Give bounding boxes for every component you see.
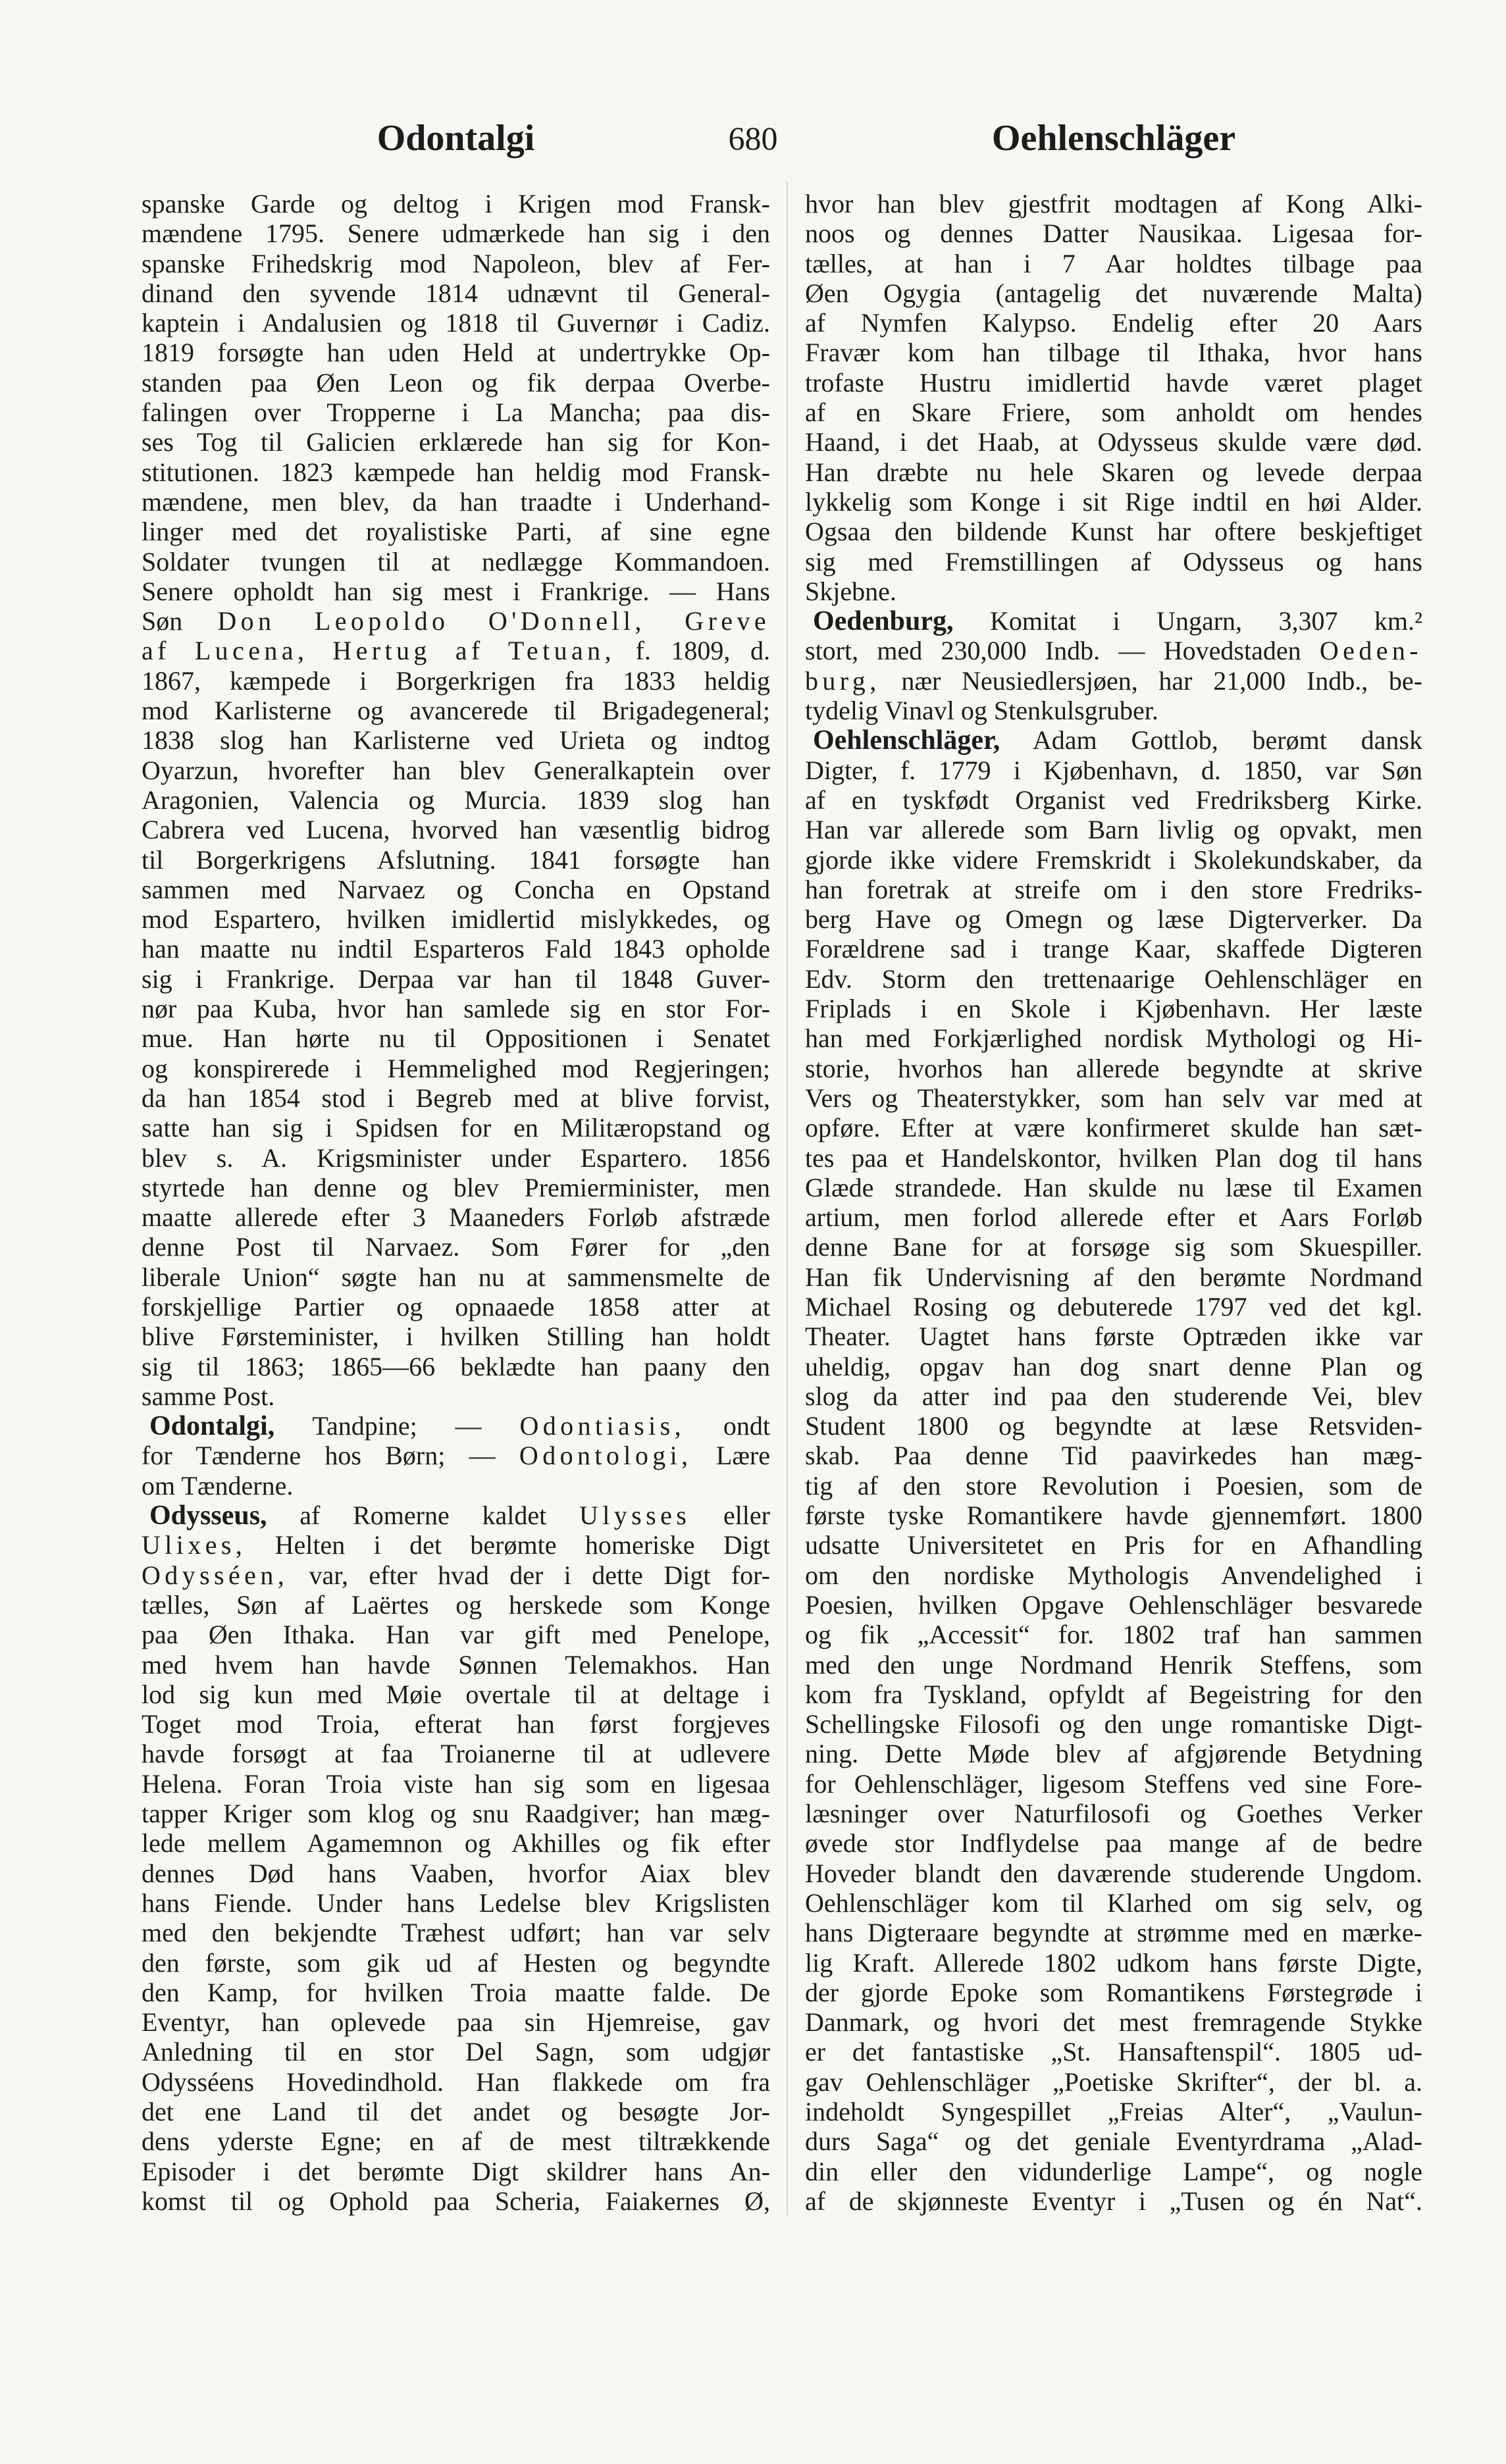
page-number: 680 bbox=[728, 120, 778, 157]
text-line: paa Øen Ithaka. Han var gift med Penelope, bbox=[142, 1620, 770, 1650]
text-line: det ene Land til det andet og besøgte Jor- bbox=[142, 2097, 770, 2126]
text-line: om den nordiske Mythologis Anvendelighed i bbox=[805, 1560, 1422, 1590]
headword: Oedenburg, bbox=[813, 606, 954, 636]
text-line: Han var allerede som Barn livlig og opvakt, men bbox=[805, 815, 1422, 845]
text-line bbox=[142, 1441, 770, 1470]
text-segment: var, efter hvad der i dette Digt for- bbox=[288, 1560, 770, 1590]
text-line: Han fik Undervisning af den berømte Nordmand bbox=[805, 1262, 1422, 1292]
text-segment: Helten i det berømte homeriske Digt bbox=[246, 1530, 770, 1560]
text-line: mod Espartero, hvilken imidlertid mislykkedes, og bbox=[142, 904, 770, 935]
text-line bbox=[142, 1411, 770, 1441]
text-line: mændene, men blev, da han traadte i Underhand- bbox=[142, 486, 770, 517]
text-line: Digter, f. 1779 i Kjøbenhavn, d. 1850, var Søn bbox=[805, 755, 1422, 785]
text-line: den Kamp, for hvilken Troia maatte falde. De bbox=[142, 1977, 770, 2007]
text-line: af en Skare Friere, som anholdt om hendes bbox=[805, 398, 1422, 428]
text-line: hans Fiende. Under hans Ledelse blev Krigslisten bbox=[142, 1887, 770, 1918]
text-line: Vers og Theaterstykker, som han selv var med at bbox=[805, 1083, 1422, 1113]
spaced-term: Don Leopoldo O'Donnell, Greve bbox=[217, 606, 770, 636]
column-divider bbox=[787, 182, 788, 2215]
text-line: tælles, at han i 7 Aar holdtes tilbage paa bbox=[805, 248, 1422, 278]
text-line: Odysséens Hovedindhold. Han flakkede om fra bbox=[142, 2066, 770, 2097]
text-line: indeholdt Syngespillet „Freias Alter“, „Vaulun- bbox=[805, 2097, 1422, 2126]
text-line: Eventyr, han oplevede paa sin Hjemreise, gav bbox=[142, 2007, 770, 2038]
text-line: første tyske Romantikere havde gjennemført. 1800 bbox=[805, 1501, 1422, 1531]
text-line: kom fra Tyskland, opfyldt af Begeistring for den bbox=[805, 1679, 1422, 1709]
text-line: spanske Frihedskrig mod Napoleon, blev af Fer- bbox=[142, 248, 770, 278]
text-line: Oehlenschläger kom til Klarhed om sig selv, og bbox=[805, 1887, 1422, 1918]
text-line: sig med Fremstillingen af Odysseus og hans bbox=[805, 546, 1422, 577]
text-line: for Oehlenschläger, ligesom Steffens ved sine Fore- bbox=[805, 1768, 1422, 1799]
text-line: Forældrene sad i trange Kaar, skaffede Digteren bbox=[805, 934, 1422, 964]
text-line: han foretrak at streife om i den store Fredriks- bbox=[805, 874, 1422, 904]
text-line: samme Post. bbox=[142, 1381, 275, 1411]
text-line bbox=[805, 606, 1422, 636]
text-line: falingen over Tropperne i La Mancha; paa dis- bbox=[142, 398, 770, 428]
text-line: Senere opholdt han sig mest i Frankrige. — Hans bbox=[142, 576, 770, 606]
text-line bbox=[142, 1560, 770, 1590]
text-line: Ogsaa den bildende Kunst har oftere beskjeftiget bbox=[805, 517, 1422, 547]
text-line: linger med det royalistiske Parti, af sine egne bbox=[142, 517, 770, 547]
text-segment: for Tænderne hos Børn; — bbox=[142, 1441, 519, 1471]
text-line: hans Digteraare begyndte at strømme med en mærke- bbox=[805, 1918, 1422, 1948]
text-line: ses Tog til Galicien erklærede han sig for Kon- bbox=[142, 427, 770, 457]
text-line: med den bekjendte Træhest udført; han var selv bbox=[142, 1918, 770, 1948]
text-line: med hvem han havde Sønnen Telemakhos. Han bbox=[142, 1649, 770, 1680]
text-line: tydelig Vinavl og Stenkulsgruber. bbox=[805, 696, 1158, 726]
right-column bbox=[805, 189, 1422, 2216]
text-line: Friplads i en Skole i Kjøbenhavn. Her læste bbox=[805, 994, 1422, 1024]
text-line: tes paa et Handelskontor, hvilken Plan dog til hans bbox=[805, 1142, 1422, 1173]
text-line: Danmark, og hvori det mest fremragende Stykke bbox=[805, 2007, 1422, 2038]
text-segment: Tandpine; — bbox=[274, 1411, 520, 1441]
text-line: blev s. A. Krigsminister under Espartero. 1856 bbox=[142, 1142, 770, 1173]
text-line: skab. Paa denne Tid paavirkedes han mæg- bbox=[805, 1441, 1422, 1471]
text-line: blive Førsteminister, i hvilken Stilling han holdt bbox=[142, 1322, 770, 1352]
text-line bbox=[142, 636, 770, 665]
text-line: mændene 1795. Senere udmærkede han sig i den bbox=[142, 218, 770, 249]
running-head-right: Oehlenschläger bbox=[991, 118, 1236, 159]
text-line: mue. Han hørte nu til Oppositionen i Senatet bbox=[142, 1023, 770, 1054]
text-line: Schellingske Filosofi og den unge romantiske Digt- bbox=[805, 1709, 1422, 1739]
text-segment: eller bbox=[690, 1501, 770, 1531]
text-line: Theater. Uagtet hans første Optræden ikke var bbox=[805, 1322, 1422, 1352]
text-line: dens yderste Egne; en af de mest tiltrækkende bbox=[142, 2126, 770, 2157]
text-line: artium, men forlod allerede efter et Aars Forløb bbox=[805, 1202, 1422, 1233]
text-line: din eller den vidunderlige Lampe“, og nogle bbox=[805, 2156, 1422, 2186]
spaced-term: burg, bbox=[805, 665, 881, 696]
text-line: tapper Kriger som klog og snu Raadgiver; han mæg- bbox=[142, 1799, 770, 1829]
text-segment: nær Neusiedlersjøen, har 21,000 Indb., be- bbox=[880, 665, 1422, 696]
text-line: Øen Ogygia (antagelig det nuværende Malta) bbox=[805, 278, 1422, 308]
spaced-term: Oeden- bbox=[1319, 636, 1422, 666]
text-line: gjorde ikke videre Fremskridt i Skolekundskaber, da bbox=[805, 844, 1422, 875]
text-line: dennes Død hans Vaaben, hvorfor Aiax blev bbox=[142, 1858, 770, 1888]
text-line: Episoder i det berømte Digt skildrer hans An- bbox=[142, 2156, 770, 2186]
text-line: lig Kraft. Allerede 1802 udkom hans første Digte, bbox=[805, 1947, 1422, 1978]
text-line: Hoveder blandt den daværende studerende Ungdom. bbox=[805, 1858, 1422, 1888]
text-line: uheldig, opgav han dog snart denne Plan og bbox=[805, 1351, 1422, 1381]
text-line: den første, som gik ud af Hesten og begyndte bbox=[142, 1947, 770, 1978]
text-line: liberale Union“ søgte han nu at sammensmelte de bbox=[142, 1262, 770, 1292]
text-line: lod sig kun med Møie overtale til at deltage i bbox=[142, 1679, 770, 1709]
text-line: af Nymfen Kalypso. Endelig efter 20 Aars bbox=[805, 308, 1422, 338]
text-segment: Lære bbox=[692, 1441, 770, 1471]
text-line: Cabrera ved Lucena, hvorved han væsentlig bidrog bbox=[142, 815, 770, 845]
text-line: durs Saga“ og det geniale Eventyrdrama „Alad- bbox=[805, 2126, 1422, 2157]
spaced-term: Odontiasis, bbox=[519, 1411, 685, 1441]
text-line: tælles, Søn af Laërtes og herskede som Konge bbox=[142, 1589, 770, 1620]
text-line: nør paa Kuba, hvor han samlede sig en stor For- bbox=[142, 994, 770, 1024]
text-line: storie, hvorhos han allerede begyndte at skrive bbox=[805, 1053, 1422, 1083]
text-line: Aragonien, Valencia og Murcia. 1839 slog han bbox=[142, 784, 770, 815]
text-line: udsatte Universitetet en Pris for en Afhandling bbox=[805, 1530, 1422, 1560]
spaced-term: Odontologi, bbox=[519, 1441, 692, 1471]
spaced-term: Ulysses bbox=[579, 1501, 691, 1531]
text-line: Oyarzun, hvorefter han blev Generalkaptein over bbox=[142, 755, 770, 785]
text-line: satte han sig i Spidsen for en Militæropstand og bbox=[142, 1113, 770, 1143]
text-line bbox=[142, 606, 770, 636]
text-line: til Borgerkrigens Afslutning. 1841 forsøgte han bbox=[142, 844, 770, 875]
text-line: Fravær kom han tilbage til Ithaka, hvor hans bbox=[805, 338, 1422, 368]
headword: Oehlenschläger, bbox=[813, 725, 1000, 756]
text-line: da han 1854 stod i Begreb med at blive forvist, bbox=[142, 1083, 770, 1113]
spaced-term: af Lucena, Hertug af Tetuan, bbox=[142, 636, 615, 666]
text-line: han maatte nu indtil Esparteros Fald 1843 opholde bbox=[142, 934, 770, 964]
text-line: Poesien, hvilken Opgave Oehlenschläger besvarede bbox=[805, 1589, 1422, 1620]
text-line: af en tyskfødt Organist ved Fredriksberg Kirke. bbox=[805, 784, 1422, 815]
text-line bbox=[805, 666, 1422, 696]
text-segment: Søn bbox=[142, 606, 218, 636]
text-line: af de skjønneste Eventyr i „Tusen og én Nat“. bbox=[805, 2186, 1422, 2216]
text-line: denne Post til Narvaez. Som Fører for „den bbox=[142, 1232, 770, 1262]
text-line: læsninger over Naturfilosofi og Goethes Verker bbox=[805, 1799, 1422, 1829]
text-line: sammen med Narvaez og Concha en Opstand bbox=[142, 874, 770, 904]
text-segment: Komitat i Ungarn, 3,307 km.² bbox=[953, 606, 1422, 636]
spaced-term: Ulixes, bbox=[142, 1530, 247, 1560]
text-line: Soldater tvungen til at nedlægge Kommandoen. bbox=[142, 546, 770, 577]
text-line: styrtede han denne og blev Premierminister, men bbox=[142, 1172, 770, 1202]
text-line: øvede stor Indflydelse paa mange af de bedre bbox=[805, 1828, 1422, 1859]
text-line: lykkelig som Konge i sit Rige indtil en høi Alder. bbox=[805, 486, 1422, 517]
text-line bbox=[805, 636, 1422, 665]
headword: Odontalgi, bbox=[149, 1411, 275, 1441]
text-line: ning. Dette Møde blev af afgjørende Betydning bbox=[805, 1739, 1422, 1769]
text-line: 1819 forsøgte han uden Held at undertrykke Op- bbox=[142, 338, 770, 368]
text-line: standen paa Øen Leon og fik derpaa Overbe- bbox=[142, 367, 770, 398]
text-line: trofaste Hustru imidlertid havde været plaget bbox=[805, 367, 1422, 398]
text-line: hvor han blev gjestfrit modtagen af Kong Alki- bbox=[805, 189, 1422, 218]
text-line: med den unge Nordmand Henrik Steffens, som bbox=[805, 1649, 1422, 1680]
text-line: spanske Garde og deltog i Krigen mod Fransk- bbox=[142, 189, 770, 218]
text-line: Glæde strandede. Han skulde nu læse til Examen bbox=[805, 1172, 1422, 1202]
text-line: Edv. Storm den trettenaarige Oehlenschläger en bbox=[805, 963, 1422, 994]
text-line: 1867, kæmpede i Borgerkrigen fra 1833 heldig bbox=[142, 665, 770, 696]
text-line: dinand den syvende 1814 udnævnt til General- bbox=[142, 278, 770, 308]
text-line: slog da atter ind paa den studerende Vei, blev bbox=[805, 1381, 1422, 1411]
text-line: Anledning til en stor Del Sagn, som udgjør bbox=[142, 2037, 770, 2067]
text-line: noos og dennes Datter Nausikaa. Ligesaa for- bbox=[805, 218, 1422, 249]
text-segment: af Romerne kaldet bbox=[267, 1501, 579, 1531]
text-line: sig til 1863; 1865—66 beklædte han paany den bbox=[142, 1351, 770, 1381]
text-line: lede mellem Agamemnon og Akhilles og fik efter bbox=[142, 1828, 770, 1859]
text-line: og konspirerede i Hemmelighed mod Regjeringen; bbox=[142, 1053, 770, 1083]
text-line: tig af den store Revolution i Poesien, som de bbox=[805, 1470, 1422, 1501]
left-column bbox=[142, 189, 770, 2216]
text-line: Toget mod Troia, efterat han først forgjeves bbox=[142, 1709, 770, 1739]
text-line: Han dræbte nu hele Skaren og levede derpaa bbox=[805, 457, 1422, 487]
text-line: Michael Rosing og debuterede 1797 ved det kgl. bbox=[805, 1291, 1422, 1322]
text-line: komst til og Ophold paa Scheria, Faiakernes Ø, bbox=[142, 2186, 770, 2216]
text-line bbox=[142, 1530, 770, 1560]
text-line: Student 1800 og begyndte at læse Retsviden- bbox=[805, 1411, 1422, 1441]
text-line: Helena. Foran Troia viste han sig som en ligesaa bbox=[142, 1768, 770, 1799]
text-line: er det fantastiske „St. Hansaftenspil“. 1805 ud- bbox=[805, 2037, 1422, 2067]
text-segment: f. 1809, d. bbox=[615, 636, 770, 666]
text-segment: ondt bbox=[685, 1411, 770, 1441]
text-line: kaptein i Andalusien og 1818 til Guvernør i Cadiz. bbox=[142, 308, 770, 338]
text-line: han med Forkjærlighed nordisk Mythologi og Hi- bbox=[805, 1023, 1422, 1054]
text-line bbox=[805, 725, 1422, 755]
headword: Odysseus, bbox=[149, 1501, 267, 1531]
text-line: 1838 slog han Karlisterne ved Urieta og indtog bbox=[142, 725, 770, 756]
text-line bbox=[142, 1501, 770, 1530]
text-line: maatte allerede efter 3 Maaneders Forløb afstræde bbox=[142, 1202, 770, 1233]
text-line: og fik „Accessit“ for. 1802 traf han sammen bbox=[805, 1620, 1422, 1650]
text-line: stitutionen. 1823 kæmpede han heldig mod Fransk- bbox=[142, 457, 770, 487]
text-line: denne Bane for at forsøge sig som Skuespiller. bbox=[805, 1232, 1422, 1262]
text-line: Haand, i det Haab, at Odysseus skulde være død. bbox=[805, 427, 1422, 457]
text-line: opføre. Efter at være konfirmeret skulde han sæt- bbox=[805, 1113, 1422, 1143]
text-segment: Adam Gottlob, berømt dansk bbox=[1000, 725, 1422, 756]
spaced-term: Odysséen, bbox=[142, 1560, 289, 1590]
text-line: der gjorde Epoke som Romantikens Førstegrøde i bbox=[805, 1977, 1422, 2007]
text-line: mod Karlisterne og avancerede til Brigadegeneral; bbox=[142, 696, 770, 726]
text-line: gav Oehlenschläger „Poetiske Skrifter“, der bl. a. bbox=[805, 2066, 1422, 2097]
text-line: Skjebne. bbox=[805, 576, 896, 606]
text-line: berg Have og Omegn og læse Digterverker. Da bbox=[805, 904, 1422, 935]
text-segment: stort, med 230,000 Indb. — Hovedstaden bbox=[805, 636, 1320, 666]
text-line: forskjellige Partier og opnaaede 1858 atter at bbox=[142, 1291, 770, 1322]
running-head-left: Odontalgi bbox=[376, 118, 535, 159]
text-line: om Tænderne. bbox=[142, 1470, 294, 1501]
text-line: sig i Frankrige. Derpaa var han til 1848 Guver- bbox=[142, 963, 770, 994]
text-line: havde forsøgt at faa Troianerne til at udlevere bbox=[142, 1739, 770, 1769]
